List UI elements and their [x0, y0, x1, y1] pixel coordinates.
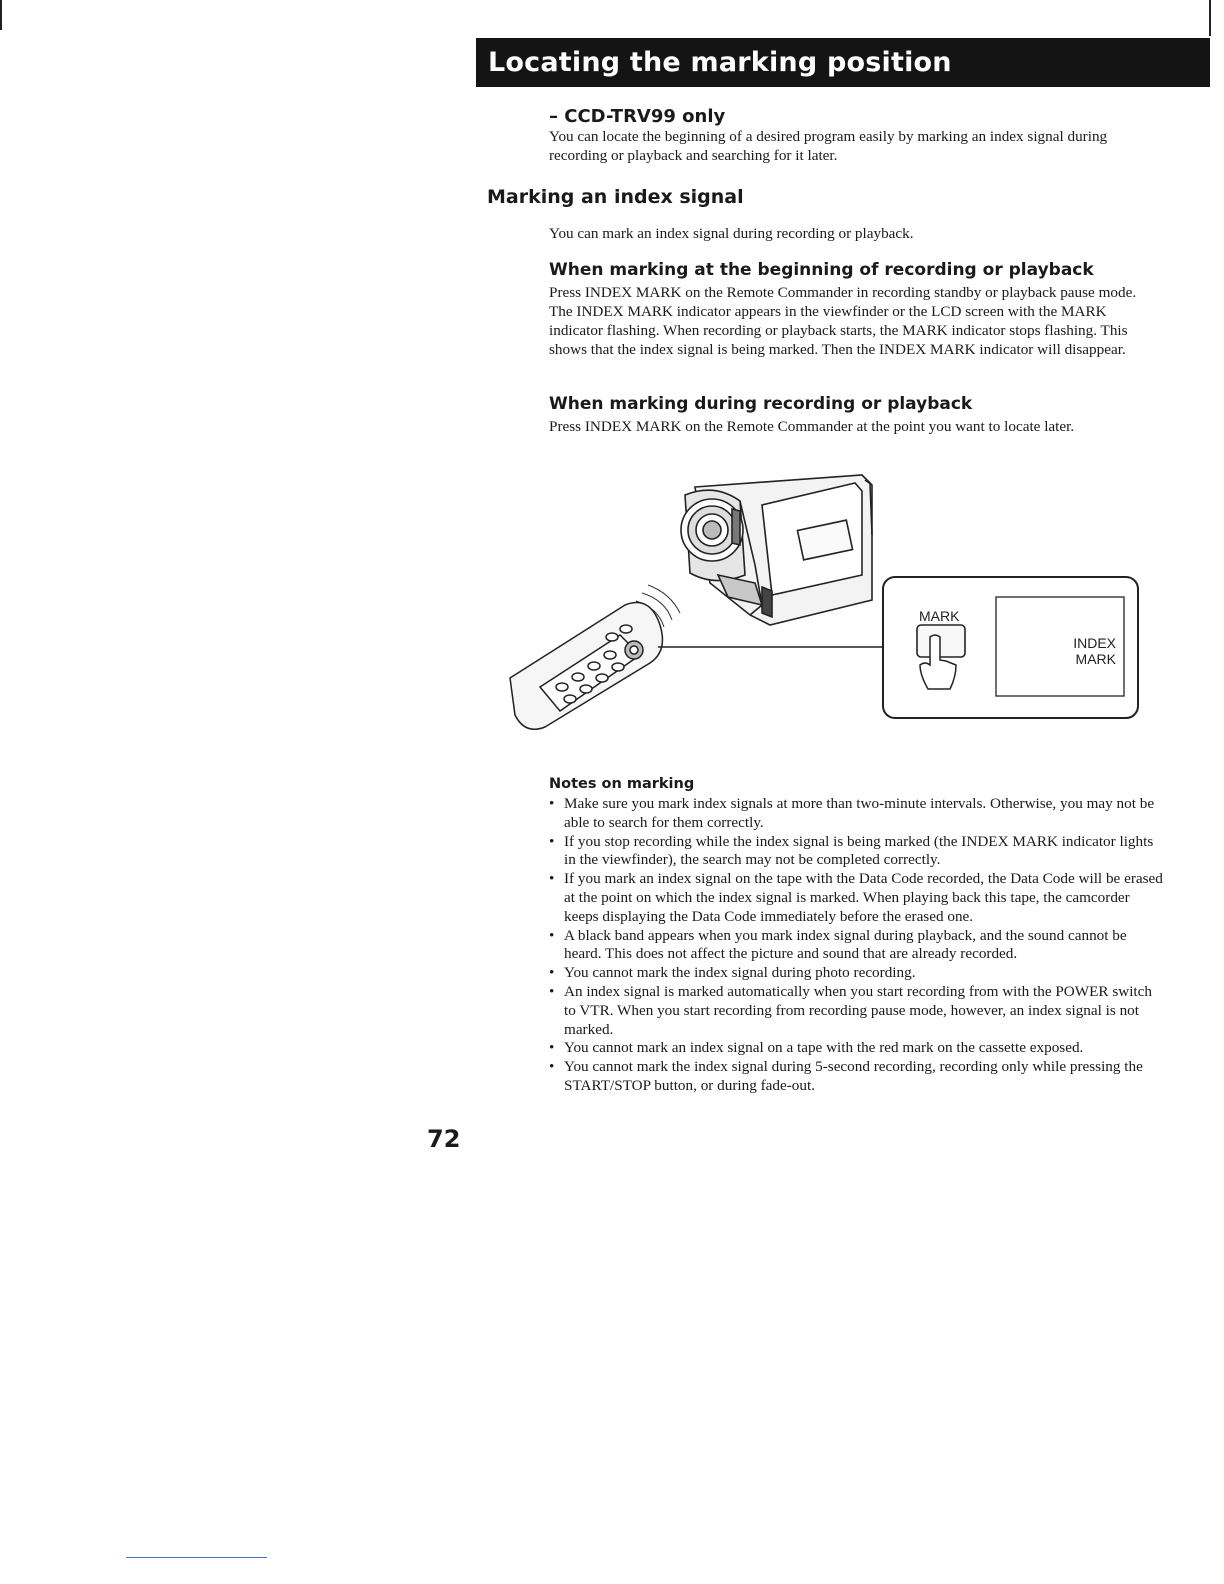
intro-paragraph: You can locate the beginning of a desired program easily by marking an index signal during recording or playback and searching for it later. — [549, 128, 1108, 164]
subheading-beginning: When marking at the beginning of recording or playback — [549, 260, 1094, 280]
note-item: • An index signal is marked automatically when you start recording from with the POWER switch to VTR. When you start recording from recording pause mode, however, an index signal is not marked. — [549, 983, 1165, 1039]
note-item: • If you stop recording while the index signal is being marked (the INDEX MARK indicator lights in the viewfinder), the search may not be completed correctly. — [549, 833, 1165, 871]
subheading-during: When marking during recording or playback — [549, 394, 973, 414]
note-item: • A black band appears when you mark index signal during playback, and the sound cannot be heard. This does not affect the picture and sound that are already recorded. — [549, 927, 1165, 965]
note-item: • You cannot mark the index signal during photo recording. — [549, 964, 1165, 983]
scan-edge-mark-left — [0, 0, 2, 30]
scan-edge-mark-right — [1209, 0, 1211, 36]
note-item: • If you mark an index signal on the tape with the Data Code recorded, the Data Code will be erased at the point on which the index signal is marked. When playing back this tape, the camcorder keeps displaying the Data Code immediately before the erased one. — [549, 870, 1165, 926]
remote-camcorder-illustration — [500, 465, 1150, 755]
scan-bottom-line — [126, 1557, 267, 1558]
mark-button-label: MARK — [919, 608, 960, 624]
remote-commander-illustration — [510, 603, 662, 730]
section-heading: Marking an index signal — [487, 186, 744, 208]
notes-list — [549, 795, 1165, 1096]
section-intro: You can mark an index signal during recording or playback. — [549, 225, 914, 242]
index-mark-label-line1: INDEX — [1073, 635, 1116, 651]
paragraph-during: Press INDEX MARK on the Remote Commander at the point you want to locate later. — [549, 418, 1075, 435]
paragraph-beginning: Press INDEX MARK on the Remote Commander in recording standby or playback pause mode. The INDEX MARK indicator appears in the viewfinder or the LCD screen with the MARK indicator flashing. When recording or playback starts, the MARK indicator stops flashing. This shows that the index signal is being marked. Then the INDEX MARK indicator will disappear. — [549, 284, 1137, 358]
note-item: • You cannot mark an index signal on a tape with the red mark on the cassette exposed. — [549, 1039, 1165, 1058]
index-mark-label-line2: MARK — [1075, 651, 1116, 667]
page-title: Locating the marking position — [476, 38, 1210, 87]
note-item: • Make sure you mark index signals at more than two-minute intervals. Otherwise, you may not be able to search for them correctly. — [549, 795, 1165, 833]
model-note: – CCD-TRV99 only — [549, 106, 726, 127]
notes-heading: Notes on marking — [549, 776, 695, 792]
note-item: • You cannot mark the index signal during 5-second recording, recording only while pressing the START/STOP button, or during fade-out. — [549, 1058, 1165, 1096]
page-number: 72 — [427, 1125, 461, 1153]
viewfinder-screen-illustration — [996, 597, 1124, 696]
camcorder-illustration — [681, 475, 872, 625]
